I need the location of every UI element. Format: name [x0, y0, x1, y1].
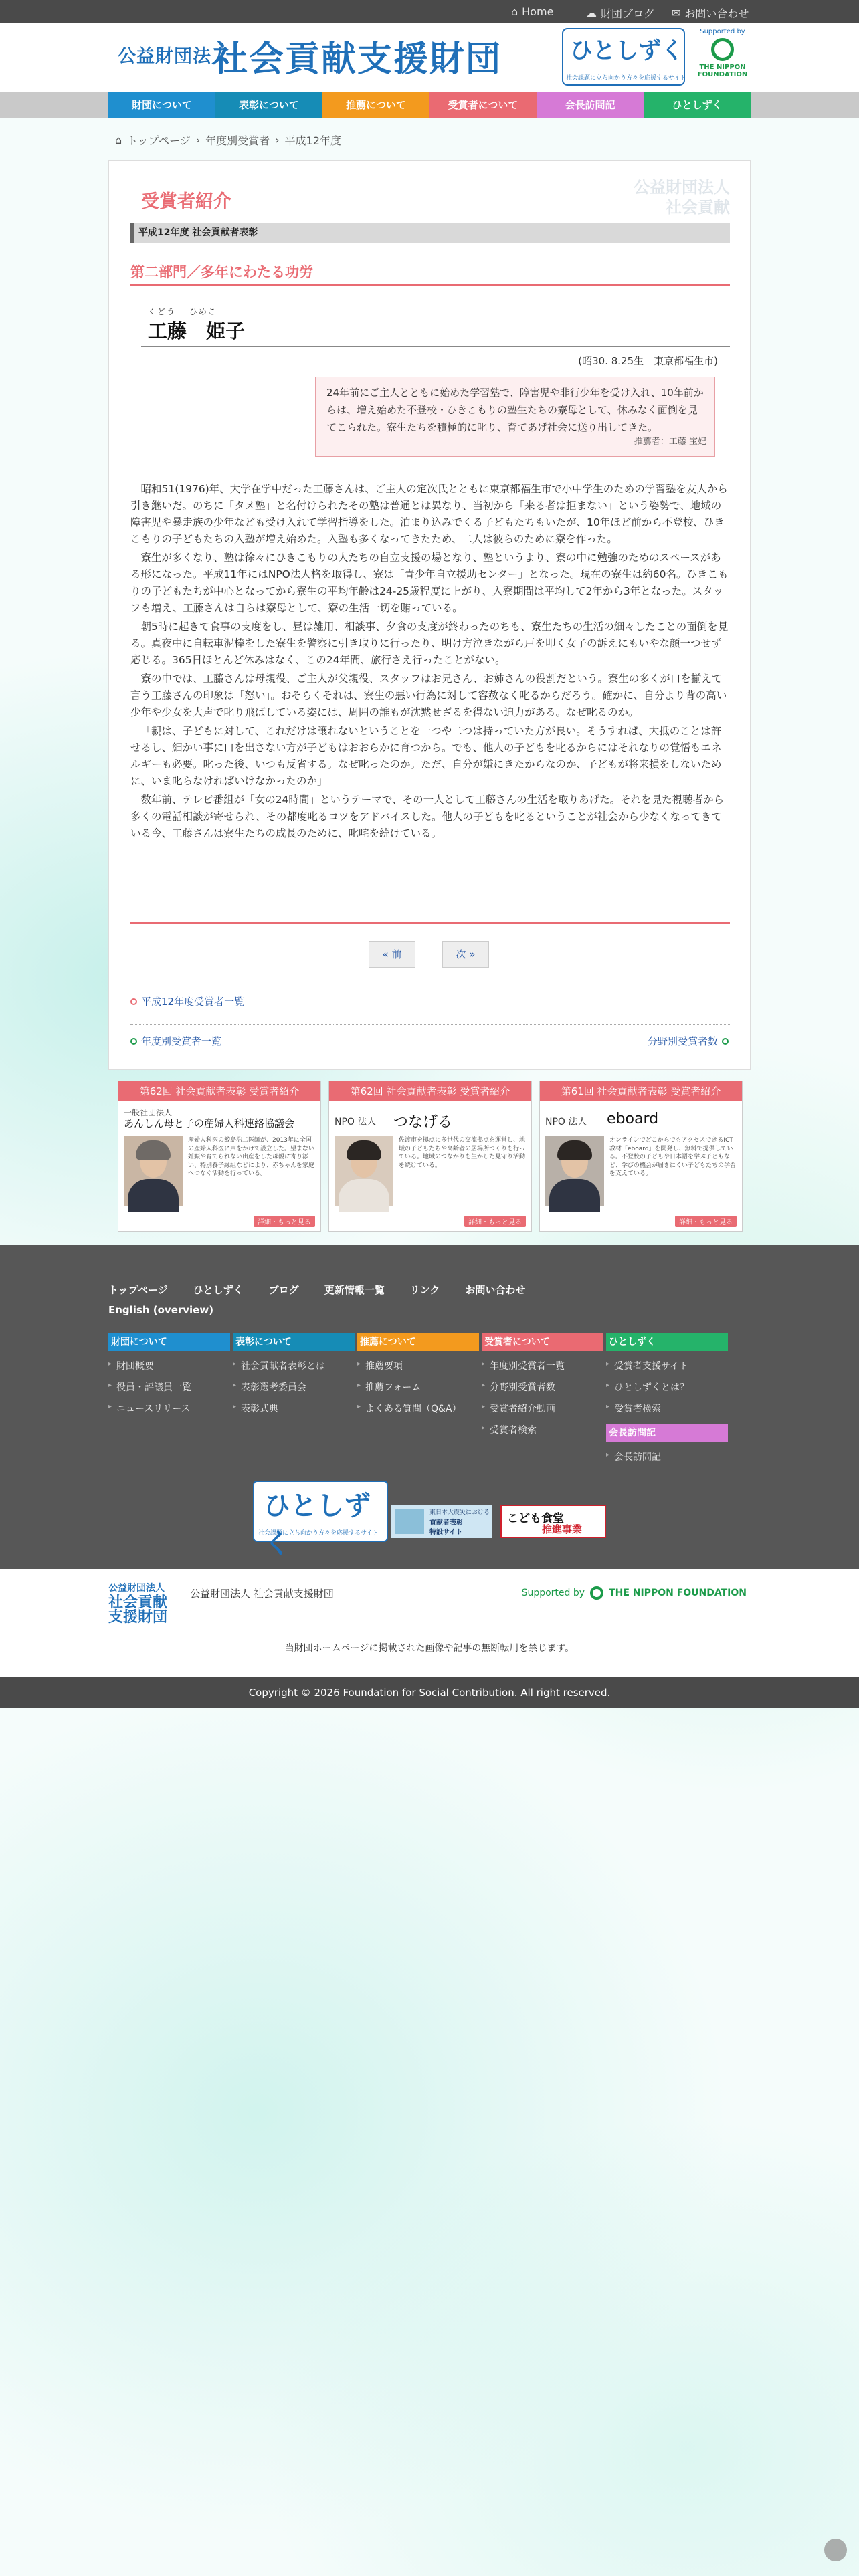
card-header: 第61回 社会貢献者表彰 受賞者紹介 — [540, 1081, 742, 1101]
name-ruby: くどう ひめこ — [148, 307, 217, 316]
footer-link-top[interactable]: トップページ — [108, 1284, 168, 1296]
nav-visit[interactable]: 会長訪問記 — [537, 92, 644, 118]
card-org-type: 一般社団法人 — [124, 1108, 173, 1117]
card-header: 第62回 社会貢献者表彰 受賞者紹介 — [118, 1081, 320, 1101]
footer-logo-line2: 社会貢献 — [108, 1594, 168, 1611]
banner3-title: こども食堂 — [507, 1512, 564, 1525]
footer-logo-line1: 公益財団法人 — [108, 1583, 165, 1594]
prev-button[interactable]: « 前 — [369, 941, 415, 968]
card-description: オンラインでどこからでもアクセスできるICT教材「eboard」を開発し、無料で提供している。不登校の子どもや日本語を学ぶ子どもなど、学びの機会が届きにくい子どもたちの学習を支えている。 — [609, 1137, 737, 1177]
english-link[interactable]: English (overview) — [108, 1304, 214, 1316]
card-more-button[interactable]: 詳細・もっと見る — [464, 1216, 526, 1227]
article-paragraph: 昭和51(1976)年、大学在学中だった工藤さんは、ご主人の定次氏とともに東京都福生市で小中学生のための学習塾を友人から引き継いだ。のちに「タメ塾」と名付けられたその塾は普通とは異なり、当初から「来る者は拒まない」という姿勢で、地域の障害児や暴走族の少年なども受け入れて学習指導をした。泊まり込みでくる子どもたちもいたが、10年ほど前から不登校、ひきこもりの子どもたちの入塾が増え始めた。入塾も多くなってきたため、二人は彼らのために寮を作った。 — [130, 483, 728, 545]
footer-col-awards — [233, 1333, 355, 1415]
card-org-type: NPO 法人 — [335, 1117, 377, 1128]
circle-icon — [130, 998, 137, 1005]
category-heading: 第二部門／多年にわたる功労 — [130, 264, 313, 280]
footer-col-hitoshizuku — [606, 1333, 728, 1463]
banner3-subtitle: 推進事業 — [542, 1523, 583, 1535]
footer-link-links[interactable]: リンク — [409, 1284, 440, 1296]
nippon-foundation-icon — [590, 1586, 603, 1600]
footer-item[interactable]: ▸ 会長訪問記 — [606, 1450, 728, 1463]
home-icon: ⌂ — [511, 5, 518, 18]
logo-title: 社会貢献支援財団 — [213, 39, 502, 80]
circle-icon — [130, 1038, 137, 1045]
footer-item[interactable]: ▸ ひとしずくとは？ — [606, 1380, 728, 1394]
blog-link[interactable] — [586, 5, 654, 21]
year-list-link-label: 年度別受賞者一覧 — [141, 1035, 222, 1047]
footer-item[interactable]: ▸ 推薦フォーム — [357, 1380, 479, 1394]
banner2-subtitle: 特設サイト — [430, 1529, 463, 1536]
recommendation-text: 24年前にご主人とともに始めた学習塾で、障害児や非行少年を受け入れ、10年前からは、増え始めた不登校・ひきこもりの塾生たちの寮母として、休みなく面倒を見てこられた。寮生たちを積極的に叱り、育てあげ社会に送り出してきた。 — [326, 387, 704, 433]
home-link-label: Home — [522, 5, 554, 18]
nippon-name: THE NIPPON FOUNDATION — [609, 1588, 747, 1598]
year-list-link[interactable] — [130, 1034, 221, 1048]
supported-by-label: Supported by — [700, 28, 745, 35]
article-paragraph: 数年前、テレビ番組が「女の24時間」というテーマで、その一人として工藤さんの生活を取りあげた。それを見た視聴者から多くの電話相談が寄せられ、その都度叱るコツをアドバイスした。他人の子どもを叱るということが社会から少なくなってきている今、工藤さんは寮生たちの成長のために、叱咤を続けている。 — [130, 794, 725, 839]
footer-item[interactable]: ▸ 受賞者支援サイト — [606, 1359, 728, 1372]
home-icon: ⌂ — [115, 134, 122, 146]
top-utility-bar — [0, 0, 859, 23]
article-end-divider — [130, 922, 730, 924]
footer-item[interactable]: ▸ 財団概要 — [108, 1359, 230, 1372]
hitoshizuku-footer-banner[interactable] — [253, 1481, 388, 1560]
site-footer — [0, 1245, 859, 1569]
nav-recommend[interactable]: 推薦について — [322, 92, 430, 118]
footer-link-hitoshizuku[interactable]: ひとしずく — [193, 1284, 244, 1296]
footer-item[interactable]: ▸ ニュースリリース — [108, 1402, 230, 1415]
site-header — [0, 23, 859, 92]
logo-prefix: 公益財団法人 — [118, 46, 230, 67]
footer-item[interactable]: ▸ 受賞者検索 — [482, 1423, 603, 1436]
footer-col-about — [108, 1333, 230, 1415]
chevron-right-icon: › — [195, 134, 201, 146]
awardee-card[interactable] — [118, 1081, 321, 1232]
tohoku-image — [395, 1509, 424, 1534]
copyright-bar: Copyright © 2026 Foundation for Social Contribution. All right reserved. — [0, 1677, 859, 1708]
banner2-title: 東日本大震災における — [430, 1509, 490, 1516]
nippon-line1: THE NIPPON — [699, 64, 746, 71]
recommendation-box — [315, 377, 715, 457]
footer-info — [0, 1569, 859, 1677]
awardee-photo — [335, 1136, 393, 1206]
contact-link-label: お問い合わせ — [684, 7, 749, 20]
footer-col-title: 表彰について — [233, 1333, 355, 1351]
blog-link-label: 財団ブログ — [601, 7, 655, 20]
footer-item[interactable]: ▸ 表彰選考委員会 — [233, 1380, 355, 1394]
footer-logo-line3: 支援財団 — [108, 1609, 168, 1626]
tohoku-banner[interactable] — [391, 1505, 492, 1538]
footer-item[interactable]: ▸ 社会貢献者表彰とは — [233, 1359, 355, 1372]
nav-awards[interactable]: 表彰について — [215, 92, 322, 118]
card-description: 産婦人科医の鮫島浩二医師が、2013年に全国の産婦人科医に声をかけて設立した。望まない妊娠や育てられない出産をした母親に寄り添い、特別養子縁組などにより、赤ちゃんを家庭へつなぐ活動を行っている。 — [188, 1137, 315, 1177]
mail-icon: ✉ — [672, 7, 681, 19]
chat-icon: ☁ — [586, 7, 597, 19]
article-body — [130, 481, 730, 844]
footer-item[interactable]: ▸ 表彰式典 — [233, 1402, 355, 1415]
footer-col-recommend — [357, 1333, 479, 1415]
awardee-photo — [545, 1136, 604, 1206]
nav-about[interactable]: 財団について — [108, 92, 215, 118]
card-org-type: NPO 法人 — [545, 1117, 587, 1128]
footer-item[interactable]: ▸ 推薦要項 — [357, 1359, 479, 1372]
footer-item[interactable]: ▸ 分野別受賞者数 — [482, 1380, 603, 1394]
footer-link-updates[interactable]: 更新情報一覧 — [324, 1284, 385, 1296]
hitoshizuku-banner[interactable] — [562, 28, 685, 86]
section-title: 受賞者紹介 — [141, 191, 231, 212]
breadcrumb-year-list[interactable]: 年度別受賞者 — [205, 134, 270, 147]
footer-link-contact[interactable]: お問い合わせ — [465, 1284, 526, 1296]
card-description: 佐渡市を拠点に多世代の交流拠点を運営し、地域の子どもたちや高齢者の居場所づくりを行っている。地域のつながりを生かした見守り活動を続けている。 — [399, 1137, 526, 1169]
breadcrumb — [115, 132, 341, 148]
footer-item[interactable]: ▸ 役員・評議員一覧 — [108, 1380, 230, 1394]
home-link[interactable] — [511, 5, 553, 18]
awardee-card[interactable] — [328, 1081, 532, 1232]
contact-link[interactable] — [672, 5, 749, 21]
breadcrumb-home[interactable]: トップページ — [127, 134, 191, 147]
article-paragraph: 寮の中では、工藤さんは母親役、ご主人が父親役、スタッフはお兄さん、お姉さんの役割だという。寮生の多くが口を揃えて言う工藤さんの印象は「怒い」。おそらくそれは、寮生の悪い行為に対して容赦なく叱るからだろう。確かに、自分より背の高い少年や少女を大声で叱り飛ばしている姿には、周囲の誰もが沈黙せざるを得ない迫力がある。なぜ叱るのか。 — [130, 673, 727, 718]
article-paragraph: 寮生が多くなり、塾は徐々にひきこもりの人たちの自立支援の場となり、塾というより、寮の中に勉強のためのスペースがある形になった。平成11年にはNPO法人格を取得し、寮は「青少年自立援助センター」となった。現在の寮生は約60名。ひきこもりの子どもたちが中心となってから寮生の平均年齢は24-25歳程度に上がり、入寮期間は平均して2年から3年となった。スタッフも増え、工藤さんは自らは寮母として、寮の生活一切を賄っている。 — [130, 552, 729, 614]
nav-hitoshizuku[interactable]: ひとしずく — [644, 92, 751, 118]
nippon-foundation-logo[interactable] — [696, 28, 749, 84]
card-header: 第62回 社会貢献者表彰 受賞者紹介 — [329, 1081, 531, 1101]
hitoshizuku-title: ひとしずく — [570, 37, 684, 64]
nippon-foundation-icon — [711, 38, 734, 61]
awardee-card[interactable] — [539, 1081, 743, 1232]
awardee-photo — [124, 1136, 183, 1206]
hitoshizuku-subtitle: 社会課題に立ち向かう方々を応援するサイト — [566, 75, 686, 82]
footer-col-title: 推薦について — [357, 1333, 479, 1351]
awardee-name: 工藤 姫子 — [148, 320, 246, 342]
circle-icon — [722, 1038, 729, 1045]
year-winners-link[interactable] — [130, 994, 244, 1008]
footer-item[interactable]: ▸ 年度別受賞者一覧 — [482, 1359, 603, 1372]
card-name: あんしん母と子の産婦人科連絡協議会 — [124, 1117, 295, 1130]
footer-links — [108, 1283, 525, 1297]
article-paragraph: 「親は、子どもに対して、これだけは譲れないということを一つや二つは持っていた方が良い。そうすれば、大抵のことは許せるし、細かい事に口を出さない方が子どもはおおらかに育つから。でも、他人の子どもを叱るからにはそれなりの覚悟もエネルギーも必要。叱った後、いつも反省する。なぜ叱ったのか。ただ、自分が嫌にきたからなのか、子どもが将来損をしないために、いま叱らなければいけなかったのか」 — [130, 725, 722, 787]
copyright-notice: 当財団ホームページに掲載された画像や記事の無断転用を禁じます。 — [284, 1643, 575, 1654]
field-list-link[interactable] — [648, 1034, 729, 1048]
footer-item[interactable]: ▸ 受賞者紹介動画 — [482, 1402, 603, 1415]
field-list-link-label: 分野別受賞者数 — [647, 1035, 718, 1047]
watermark-line2: 社会貢献 — [666, 198, 730, 217]
footer-col-title: 会長訪問記 — [606, 1424, 728, 1442]
nippon-line2: FOUNDATION — [697, 71, 748, 78]
footer-nippon — [522, 1586, 747, 1600]
banner2-award: 貢献者表彰 — [430, 1519, 463, 1527]
watermark-line1: 公益財団法人 — [634, 178, 730, 197]
birth-info: (昭30. 8.25生 東京都福生市) — [578, 355, 718, 367]
chevron-right-icon: › — [275, 134, 280, 146]
banner1-subtitle: 社会課題に立ち向かう方々を応援するサイト — [258, 1530, 379, 1537]
card-name: つなげる — [393, 1114, 453, 1131]
footer-link-blog[interactable]: ブログ — [268, 1284, 299, 1296]
year-winners-link-label: 平成12年度受賞者一覧 — [141, 996, 245, 1008]
banner1-title: ひとしずく — [264, 1491, 371, 1560]
card-more-button[interactable]: 詳細・もっと見る — [675, 1216, 737, 1227]
footer-org-name: 公益財団法人 社会貢献支援財団 — [190, 1588, 334, 1600]
nav-winners[interactable]: 受賞者について — [430, 92, 537, 118]
card-more-button[interactable]: 詳細・もっと見る — [254, 1216, 315, 1227]
recommender: 推薦者：工藤 宝妃 — [634, 437, 706, 447]
breadcrumb-current: 平成12年度 — [284, 134, 341, 147]
footer-col-title: ひとしずく — [606, 1333, 728, 1351]
name-divider — [141, 346, 730, 347]
kodomo-shokudo-banner[interactable] — [500, 1505, 606, 1538]
main-content — [108, 160, 751, 1070]
next-button[interactable]: 次 » — [442, 941, 489, 968]
dotted-divider — [130, 1024, 730, 1025]
category-divider — [130, 284, 730, 286]
scroll-top-button[interactable] — [824, 2539, 847, 2561]
footer-col-title: 受賞者について — [482, 1333, 603, 1351]
footer-col-title: 財団について — [108, 1333, 230, 1351]
footer-logo — [108, 1581, 167, 1625]
footer-item[interactable]: ▸ 受賞者検索 — [606, 1402, 728, 1415]
supported-by-label: Supported by — [521, 1588, 585, 1598]
footer-item[interactable]: ▸ よくある質問（Q&A） — [357, 1402, 479, 1415]
watermark-logo — [634, 177, 730, 217]
main-nav — [108, 92, 751, 118]
article-paragraph: 朝5時に起きて食事の支度をし、昼は雑用、相談事、夕食の支度が終わったのちも、寮生たちの生活の細々したことの面倒を見る。真夜中に自転車泥棒をした寮生を警察に引き取りに行ったり、明け方泣きながら戸を叩く女子の訴えにもいやな顔一つせず応じる。365日ほとんど休みはなく、この24年間、旅行さえ行ったことがない。 — [130, 621, 729, 666]
footer-col-winners — [482, 1333, 603, 1436]
year-title-bar: 平成12年度 社会貢献者表彰 — [130, 223, 730, 243]
card-name: eboard — [607, 1111, 659, 1128]
